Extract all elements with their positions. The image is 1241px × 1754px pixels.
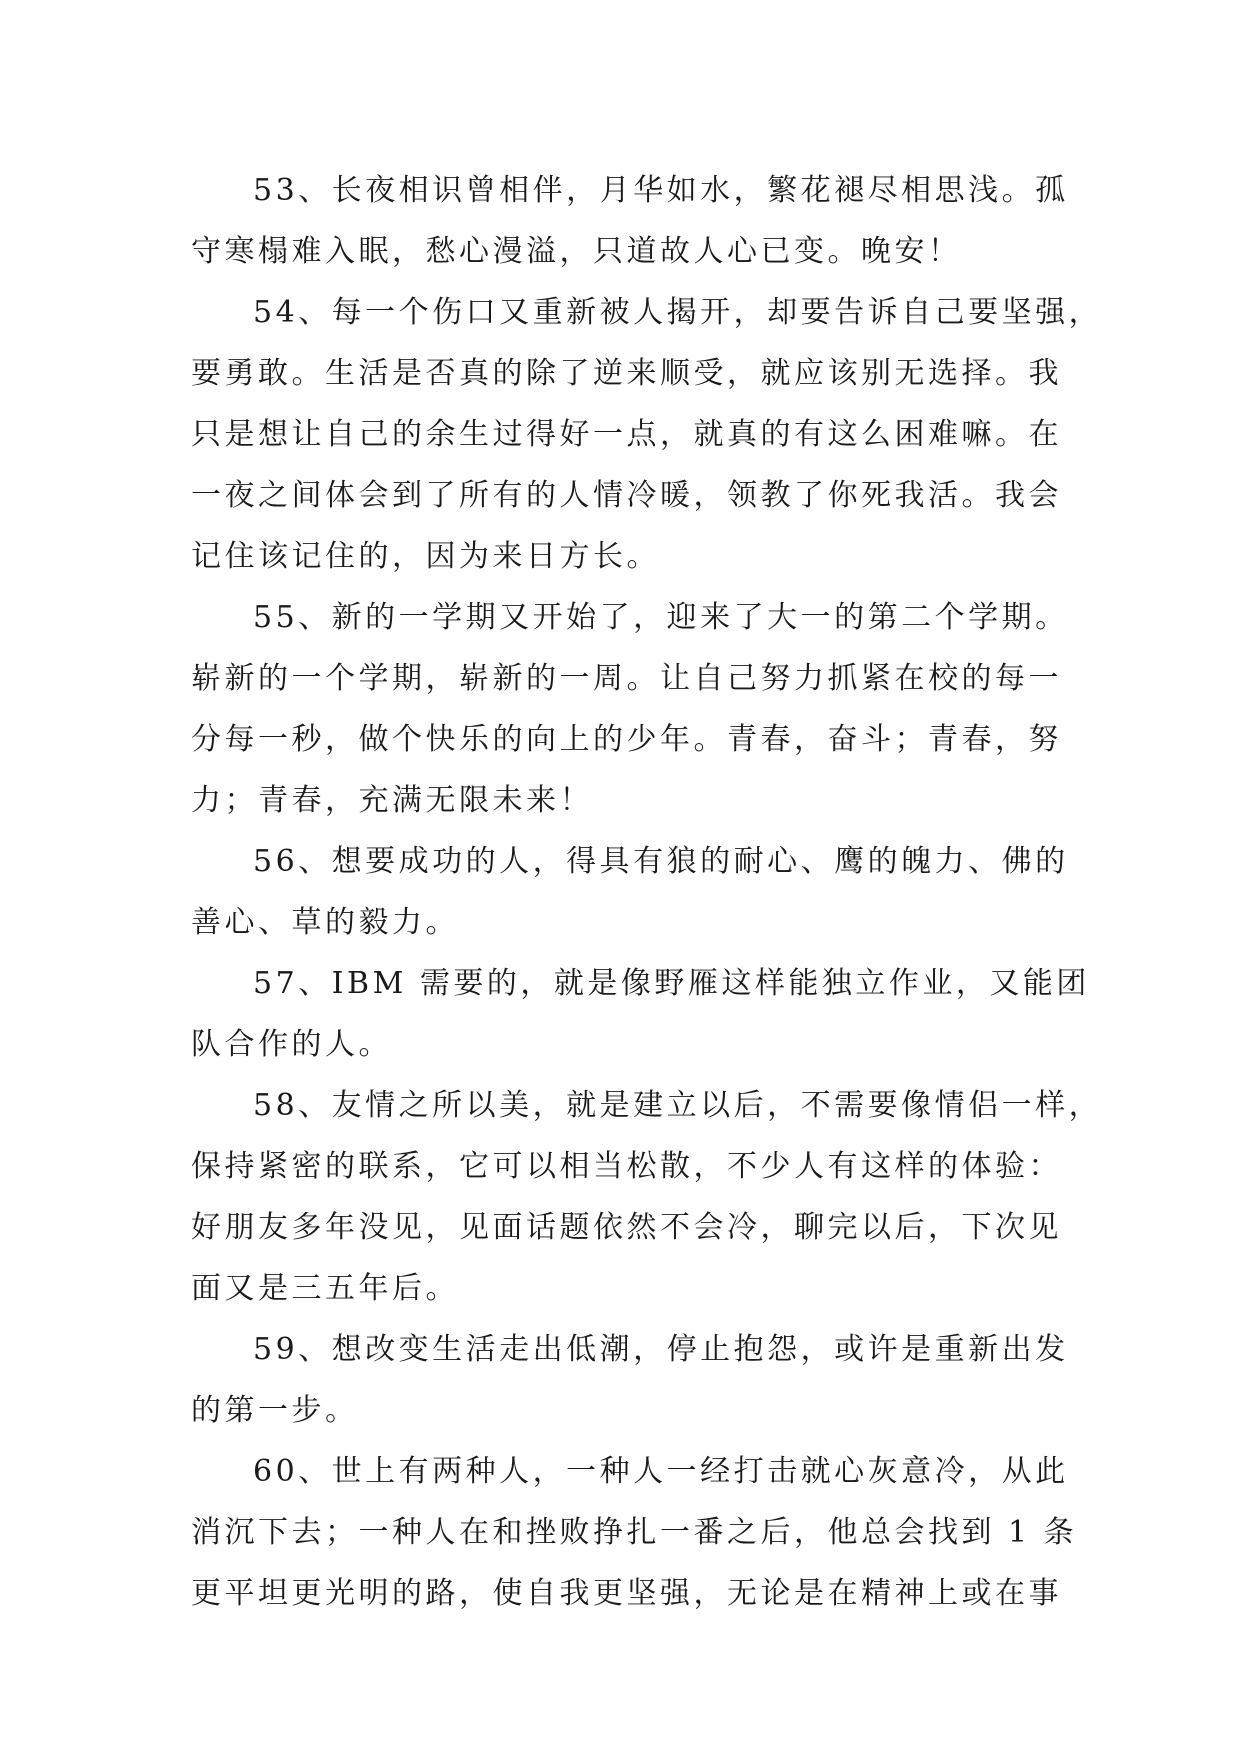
paragraph-line: 崭新的一个学期，崭新的一周。让自己努力抓紧在校的每一 bbox=[191, 661, 1062, 696]
paragraph-p59 bbox=[191, 1319, 1069, 1441]
paragraph-first-line: 53、长夜相识曾相伴，月华如水，繁花褪尽相思浅。孤 bbox=[253, 173, 1069, 208]
paragraph-line: 面又是三五年后。 bbox=[191, 1271, 459, 1306]
paragraph-p57 bbox=[191, 953, 1090, 1075]
paragraph-line: 更平坦更光明的路，使自我更坚强，无论是在精神上或在事 bbox=[191, 1576, 1062, 1611]
paragraph-line: 保持紧密的联系，它可以相当松散，不少人有这样的体验： bbox=[191, 1149, 1062, 1184]
paragraph-p58 bbox=[191, 1075, 1103, 1319]
paragraph-first-line: 59、想改变生活走出低潮，停止抱怨，或许是重新出发 bbox=[253, 1332, 1069, 1367]
paragraph-line: 一夜之间体会到了所有的人情冷暖，领教了你死我活。我会 bbox=[191, 478, 1062, 513]
paragraph-line: 队合作的人。 bbox=[191, 1027, 392, 1062]
paragraph-line: 守寒榻难入眠，愁心漫溢，只道故人心已变。晚安！ bbox=[191, 234, 962, 269]
paragraph-p54 bbox=[191, 282, 1103, 587]
paragraph-first-line: 55、新的一学期又开始了，迎来了大一的第二个学期。 bbox=[253, 600, 1069, 635]
paragraph-line: 善心、草的毅力。 bbox=[191, 905, 459, 940]
paragraph-line: 好朋友多年没见，见面话题依然不会冷，聊完以后，下次见 bbox=[191, 1210, 1062, 1245]
paragraph-first-line: 54、每一个伤口又重新被人揭开，却要告诉自己要坚强， bbox=[253, 295, 1103, 330]
paragraph-line: 的第一步。 bbox=[191, 1393, 359, 1428]
paragraph-p56 bbox=[191, 831, 1069, 953]
document-body bbox=[191, 160, 1103, 1624]
paragraph-first-line: 60、世上有两种人，一种人一经打击就心灰意冷，从此 bbox=[253, 1454, 1069, 1489]
paragraph-line: 力；青春，充满无限未来！ bbox=[191, 783, 593, 818]
paragraph-line: 消沉下去；一种人在和挫败挣扎一番之后，他总会找到 1 条 bbox=[191, 1515, 1078, 1550]
paragraph-line: 分每一秒，做个快乐的向上的少年。青春，奋斗；青春，努 bbox=[191, 722, 1062, 757]
paragraph-line: 只是想让自己的余生过得好一点，就真的有这么困难嘛。在 bbox=[191, 417, 1062, 452]
paragraph-first-line: 58、友情之所以美，就是建立以后，不需要像情侣一样， bbox=[253, 1088, 1103, 1123]
paragraph-line: 要勇敢。生活是否真的除了逆来顺受，就应该别无选择。我 bbox=[191, 356, 1062, 391]
paragraph-p60 bbox=[191, 1441, 1078, 1624]
paragraph-p53 bbox=[191, 160, 1069, 282]
paragraph-first-line: 57、IBM 需要的，就是像野雁这样能独立作业，又能团 bbox=[253, 966, 1090, 1001]
paragraph-p55 bbox=[191, 587, 1069, 831]
paragraph-line: 记住该记住的，因为来日方长。 bbox=[191, 539, 660, 574]
paragraph-first-line: 56、想要成功的人，得具有狼的耐心、鹰的魄力、佛的 bbox=[253, 844, 1069, 879]
